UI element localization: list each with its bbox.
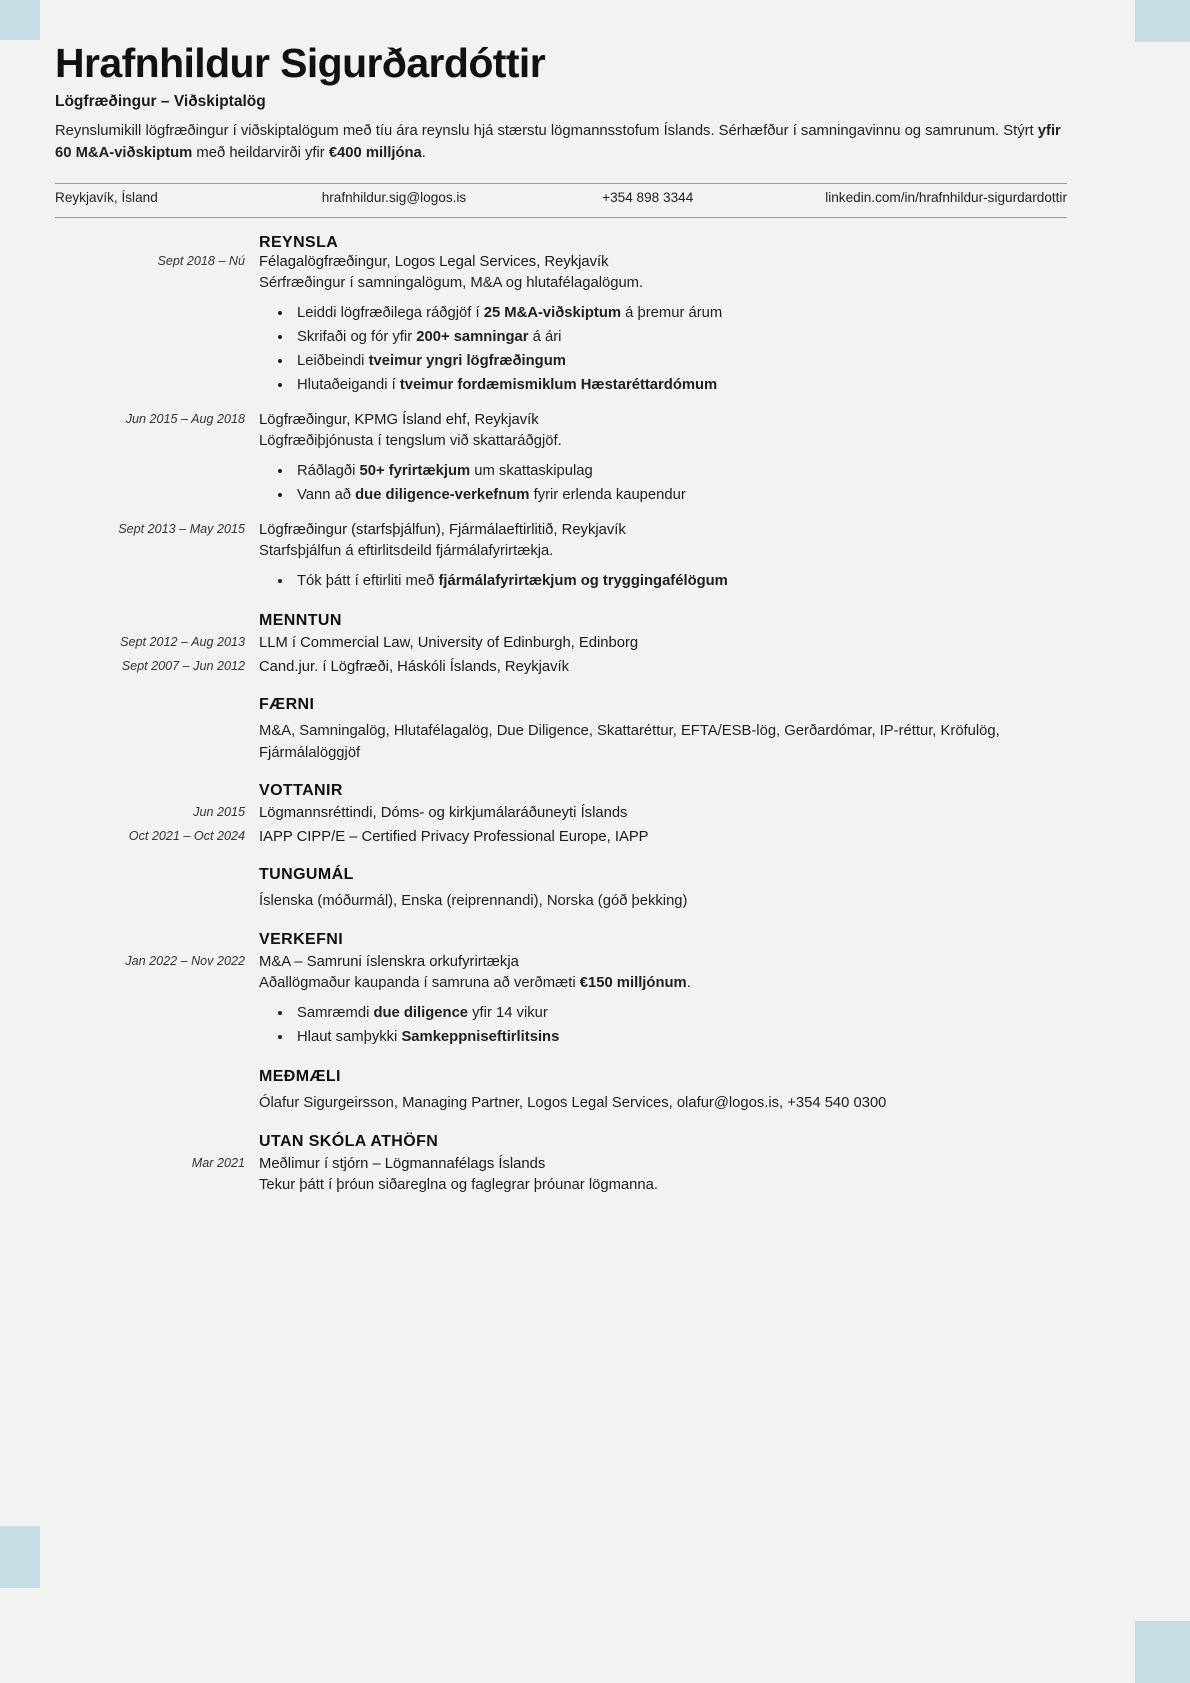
experience-subtitle-2: Starfsþjálfun á eftirlitsdeild fjármálafyrirtækja. [259,542,554,559]
experience-bullets-2 [259,570,1067,594]
references-text: Ólafur Sigurgeirsson, Managing Partner, Logos Legal Services, olafur@logos.is, +354 540 0300 [259,1095,887,1112]
decorative-square-top-left [0,0,40,40]
section-education-header [259,594,1067,633]
section-title-certifications: VOTTANIR [259,782,343,800]
candidate-summary [55,121,1067,165]
section-skills [259,678,1067,765]
section-title-projects: VERKEFNI [259,931,344,949]
summary-bold-1: yfir 60 M&A-viðskiptum [55,123,1061,162]
bullet-bold: Samkeppniseftirlitsins [401,1029,560,1046]
bullet-text: Leiðbeindi [297,352,369,369]
bullet-text-post: fyrir erlenda kaupendur [529,486,686,503]
section-languages [259,848,1067,913]
bullet-bold: tveimur fordæmismiklum Hæstaréttardómum [399,376,718,393]
decorative-square-bottom-left [0,1526,40,1588]
education-title-0: LLM í Commercial Law, University of Edinburgh, Edinborg [259,634,639,651]
summary-text-2: með heildarvirði yfir [192,145,329,162]
certification-title-0: Lögmannsréttindi, Dóms- og kirkjumálaráðuneyti Íslands [259,805,628,822]
gutter-spacer [55,1115,245,1154]
spacer [259,398,1067,410]
project-sub-text: Aðallögmaður kaupanda í samruna að verðmæti [259,975,580,992]
education-dates-0: Sept 2012 – Aug 2013 [120,634,245,649]
project-title-0: M&A – Samruni íslenskra orkufyrirtækja [259,954,519,971]
certification-dates-1: Oct 2021 – Oct 2024 [128,829,245,844]
summary-text-1: Reynslumikill lögfræðingur í viðskiptalögum með tíu ára reynslu hjá stærstu lögmannsstofum Íslands. Sérhæfður í samningavinnu og samrunum. Stýrt [55,123,1038,140]
extracurricular-dates-0: Mar 2021 [191,1156,245,1171]
gutter-spacer [55,594,245,633]
section-references [259,1050,1067,1115]
bullet-text: Samræmdi [297,1005,374,1022]
experience-dates-1: Jun 2015 – Aug 2018 [125,411,245,426]
section-projects-header [259,913,1067,952]
section-extracurricular-header [259,1115,1067,1154]
experience-entry-1 [259,410,1067,520]
list-item [293,374,1067,398]
section-title-languages: TUNGUMÁL [259,866,354,884]
bullet-text-post: á ári [528,328,562,345]
list-item [293,570,1067,594]
project-entry-0 [259,952,1067,1050]
project-sub-bold: €150 milljónum [579,975,687,992]
bullet-text-post: yfir 14 vikur [468,1005,548,1022]
contact-phone[interactable]: +354 898 3344 [602,189,694,205]
skills-text: M&A, Samningalög, Hlutafélagalög, Due Diligence, Skattaréttur, EFTA/ESB-lög, Gerðardómar, IP-réttur, Kröfulög, Fjármálalöggjöf [259,722,1000,761]
header-divider [55,183,1067,184]
bullet-bold: due diligence-verkefnum [355,486,530,503]
bullet-text: Leiddi lögfræðilega ráðgjöf í [297,304,484,321]
spacer [259,714,1067,721]
certification-dates-0: Jun 2015 [193,805,245,820]
list-item [293,326,1067,350]
experience-dates-0: Sept 2018 – Nú [157,253,245,268]
spacer [259,884,1067,891]
gutter-spacer [55,678,245,765]
bullet-text-post: um skattaskipulag [470,462,593,479]
contact-email[interactable]: hrafnhildur.sig@logos.is [321,189,467,205]
experience-bullets-0 [259,302,1067,398]
resume-grid [55,234,1067,1196]
section-title-extracurricular: UTAN SKÓLA ATHÖFN [259,1133,439,1151]
bullet-text-post: á þremur árum [621,304,723,321]
bullet-text: Vann að [297,486,356,503]
project-bullets-0 [259,1002,1067,1050]
bullet-text: Hlutaðeigandi í [297,376,400,393]
contact-location: Reykjavík, Ísland [55,189,158,205]
decorative-square-top-right [1135,0,1190,42]
bullet-text: Hlaut samþykki [297,1029,402,1046]
bullet-text: Skrifaði og fór yfir [297,328,417,345]
project-sub-post: . [686,975,691,992]
extracurricular-title-0: Meðlimur í stjórn – Lögmannafélags Íslands [259,1156,546,1173]
section-title-skills: FÆRNI [259,695,315,713]
languages-text: Íslenska (móðurmál), Enska (reiprennandi), Norska (góð þekking) [259,893,688,910]
candidate-name: Hrafnhildur Sigurðardóttir [55,40,546,86]
experience-subtitle-1: Lögfræðiþjónusta í tengslum við skattaráðgjöf. [259,432,562,449]
education-dates-1: Sept 2007 – Jun 2012 [121,658,245,673]
education-entry-1 [259,657,1067,678]
bullet-bold: due diligence [373,1005,469,1022]
bullet-bold: 50+ fyrirtækjum [359,462,471,479]
bullet-bold: 200+ samningar [416,328,529,345]
certification-entry-0 [259,803,1067,827]
experience-subtitle-0: Sérfræðingur í samningalögum, M&A og hlutafélagalögum. [259,274,644,291]
section-experience-header [259,234,1067,252]
gutter-spacer [55,913,245,952]
candidate-headline: Lögfræðingur – Viðskiptalög [55,93,266,111]
section-title-references: MEÐMÆLI [259,1068,341,1086]
contact-row [55,190,1067,218]
gutter-spacer [55,1050,245,1115]
education-title-1: Cand.jur. í Lögfræði, Háskóli Íslands, Reykjavík [259,658,570,675]
resume-content [55,40,1067,1196]
experience-entry-0 [259,252,1067,410]
bullet-bold: fjármálafyrirtækjum og tryggingafélögum [438,572,728,589]
education-entry-0 [259,633,1067,657]
certification-entry-1 [259,827,1067,848]
list-item [293,460,1067,484]
gutter-spacer [55,848,245,913]
summary-text-3: . [421,145,426,162]
bullet-text: Tók þátt í eftirliti með [297,572,439,589]
bullet-bold: 25 M&A-viðskiptum [483,304,622,321]
section-certifications-header [259,764,1067,803]
experience-dates-2: Sept 2013 – May 2015 [118,521,245,536]
section-title-experience: REYNSLA [259,233,339,251]
spacer [259,508,1067,520]
experience-title-0: Félagalögfræðingur, Logos Legal Services, Reykjavík [259,253,609,270]
extracurricular-entry-0 [259,1154,1067,1196]
experience-title-2: Lögfræðingur (starfsþjálfun), Fjármálaeftirlitið, Reykjavík [259,521,626,538]
project-dates-0: Jan 2022 – Nov 2022 [125,954,245,969]
bullet-bold: tveimur yngri lögfræðingum [368,352,566,369]
list-item [293,1002,1067,1026]
gutter-spacer [55,234,245,252]
spacer [259,1086,1067,1093]
list-item [293,302,1067,326]
decorative-square-bottom-right [1135,1621,1190,1683]
experience-bullets-1 [259,460,1067,508]
extracurricular-subtitle-0: Tekur þátt í þróun siðareglna og faglegrar þróunar lögmanna. [259,1177,658,1194]
experience-title-1: Lögfræðingur, KPMG Ísland ehf, Reykjavík [259,411,539,428]
bullet-text: Ráðlagði [297,462,360,479]
list-item [293,1026,1067,1050]
list-item [293,350,1067,374]
summary-bold-2: €400 milljóna [328,145,422,162]
list-item [293,484,1067,508]
contact-linkedin[interactable]: linkedin.com/in/hrafnhildur-sigurdardottir [825,189,1067,205]
section-title-education: MENNTUN [259,611,342,629]
project-subtitle-0 [259,973,1067,994]
certification-title-1: IAPP CIPP/E – Certified Privacy Professional Europe, IAPP [259,829,649,846]
gutter-spacer [55,764,245,803]
experience-entry-2 [259,520,1067,594]
